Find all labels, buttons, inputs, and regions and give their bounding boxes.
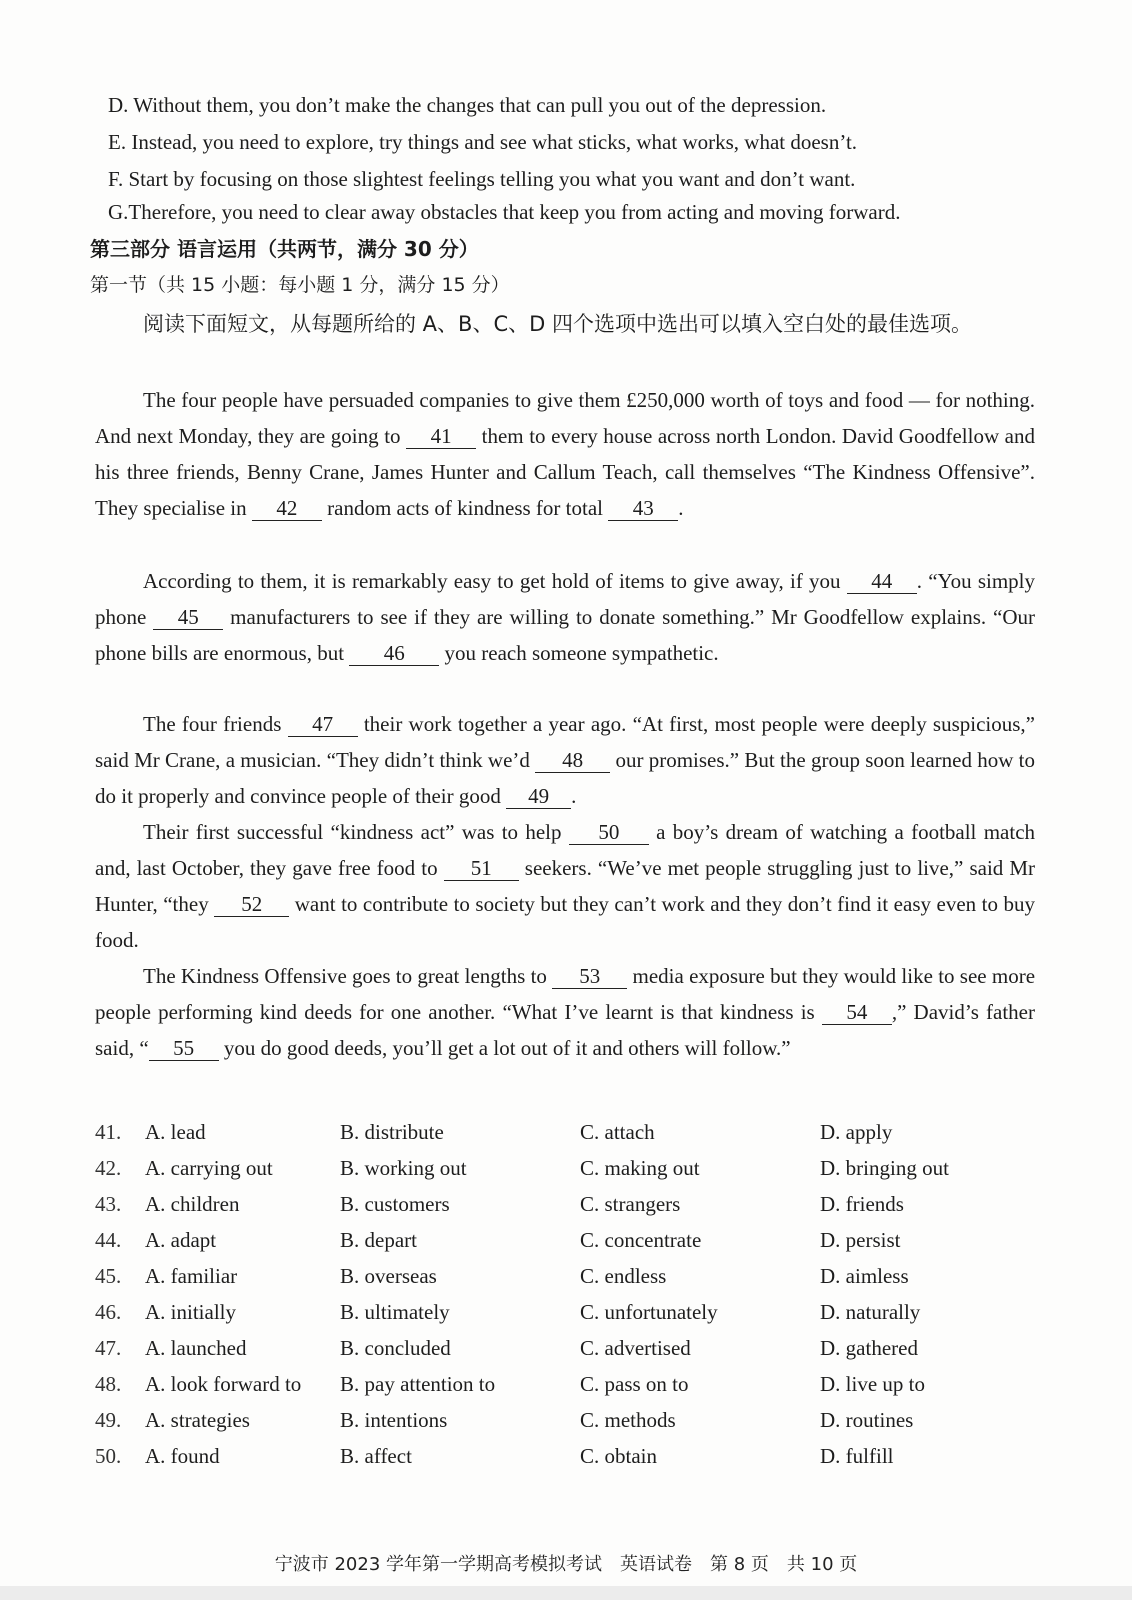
option-d[interactable]: D. apply	[820, 1120, 893, 1144]
passage-paragraph-2	[95, 563, 1035, 671]
question-row	[95, 1336, 1055, 1372]
question-row	[95, 1444, 1055, 1480]
paragraph-text: you reach someone sympathetic.	[444, 641, 719, 665]
option-a[interactable]: A. found	[145, 1444, 220, 1468]
blank-43: 43	[608, 496, 678, 521]
paragraph-text: random acts of kindness for total	[327, 496, 603, 520]
option-b[interactable]: B. overseas	[340, 1264, 437, 1288]
paragraph-text: The Kindness Offensive goes to great lengths to	[143, 964, 547, 988]
paragraph-text: According to them, it is remarkably easy to get hold of items to give away, if you	[143, 569, 841, 593]
blank-54: 54	[822, 1000, 892, 1025]
option-b[interactable]: B. working out	[340, 1156, 467, 1180]
paragraph-text: them to every house across north London. David Goodfellow and his three friends, Benny Crane, James Hunter and Callum Teach, call themselves “The Kindness Offensive”. They specialise in	[95, 424, 1035, 520]
option-c[interactable]: C. strangers	[580, 1192, 681, 1216]
option-b[interactable]: B. distribute	[340, 1120, 444, 1144]
question-row	[95, 1192, 1055, 1228]
question-number: 44.	[95, 1228, 122, 1252]
question-row	[95, 1372, 1055, 1408]
option-c[interactable]: C. making out	[580, 1156, 700, 1180]
option-d[interactable]: D. aimless	[820, 1264, 909, 1288]
option-a[interactable]: A. launched	[145, 1336, 247, 1360]
option-f-text: F. Start by focusing on those slightest feelings telling you what you want and don’t want.	[108, 167, 856, 191]
question-row	[95, 1228, 1055, 1264]
passage-paragraph-4	[95, 814, 1035, 958]
paragraph-text: .	[678, 496, 684, 520]
option-d[interactable]: D. bringing out	[820, 1156, 949, 1180]
option-c[interactable]: C. advertised	[580, 1336, 691, 1360]
blank-55: 55	[149, 1036, 219, 1061]
paragraph-text: Their first successful “kindness act” was to help	[143, 820, 562, 844]
paragraph-text: want to contribute to society but they can’t work and they don’t find it easy even to buy food.	[95, 892, 1036, 952]
option-a[interactable]: A. children	[145, 1192, 240, 1216]
paragraph-text: The four people have persuaded companies to give them £250,000 worth of toys and food — for nothing. And next Monday, they are going to	[95, 388, 1035, 448]
option-b[interactable]: B. intentions	[340, 1408, 448, 1432]
blank-41: 41	[406, 424, 476, 449]
question-number: 49.	[95, 1408, 122, 1432]
option-d[interactable]: D. live up to	[820, 1372, 925, 1396]
page-footer: 宁波市 2023 学年第一学期高考模拟考试 英语试卷 第 8 页 共 10 页	[274, 1554, 858, 1575]
option-g-text: G.Therefore, you need to clear away obstacles that keep you from acting and moving forward.	[108, 200, 901, 224]
paragraph-text: a boy’s dream of watching a football match and, last October, they gave free food to	[95, 820, 1036, 880]
option-d-text: D. Without them, you don’t make the changes that can pull you out of the depression.	[108, 93, 827, 117]
paragraph-text: our promises.” But the group soon learned how to do it properly and convince people of their good	[95, 748, 1036, 808]
question-number: 42.	[95, 1156, 122, 1180]
option-d[interactable]: D. persist	[820, 1228, 901, 1252]
option-b[interactable]: B. affect	[340, 1444, 412, 1468]
option-d[interactable]: D. friends	[820, 1192, 904, 1216]
option-a[interactable]: A. adapt	[145, 1228, 217, 1252]
paragraph-text: .	[571, 784, 577, 808]
option-b[interactable]: B. customers	[340, 1192, 450, 1216]
question-row	[95, 1156, 1055, 1192]
paragraph-text: you do good deeds, you’ll get a lot out of it and others will follow.”	[223, 1036, 791, 1060]
option-b[interactable]: B. depart	[340, 1228, 417, 1252]
question-row	[95, 1300, 1055, 1336]
paragraph-text: . “You simply phone	[95, 569, 1036, 629]
blank-45: 45	[153, 605, 223, 630]
option-a[interactable]: A. carrying out	[145, 1156, 273, 1180]
blank-44: 44	[847, 569, 917, 594]
option-c[interactable]: C. methods	[580, 1408, 676, 1432]
scan-edge-strip	[0, 1586, 1132, 1600]
paragraph-text: seekers. “We’ve met people struggling just to live,” said Mr Hunter, “they	[95, 856, 1036, 916]
option-d[interactable]: D. naturally	[820, 1300, 921, 1324]
question-number: 41.	[95, 1120, 122, 1144]
question-row	[95, 1120, 1055, 1156]
option-d[interactable]: D. fulfill	[820, 1444, 894, 1468]
blank-50: 50	[569, 820, 649, 845]
blank-53: 53	[552, 964, 627, 989]
question-number: 45.	[95, 1264, 122, 1288]
option-a[interactable]: A. lead	[145, 1120, 206, 1144]
option-c[interactable]: C. attach	[580, 1120, 655, 1144]
option-b[interactable]: B. pay attention to	[340, 1372, 496, 1396]
option-a[interactable]: A. familiar	[145, 1264, 238, 1288]
option-c[interactable]: C. unfortunately	[580, 1300, 718, 1324]
option-a[interactable]: A. look forward to	[145, 1372, 302, 1396]
question-number: 47.	[95, 1336, 122, 1360]
passage-paragraph-3	[95, 706, 1035, 814]
blank-51: 51	[444, 856, 519, 881]
instruction-text: 阅读下面短文，从每题所给的 A、B、C、D 四个选项中选出可以填入空白处的最佳选项。	[143, 312, 972, 336]
paragraph-text: their work together a year ago. “At first, most people were deeply suspicious,” said Mr Crane, a musician. “They didn’t think we’d	[95, 712, 1035, 772]
option-d[interactable]: D. routines	[820, 1408, 914, 1432]
blank-52: 52	[214, 892, 289, 917]
option-b[interactable]: B. concluded	[340, 1336, 451, 1360]
option-c[interactable]: C. obtain	[580, 1444, 657, 1468]
question-number: 48.	[95, 1372, 122, 1396]
blank-42: 42	[252, 496, 322, 521]
question-number: 50.	[95, 1444, 122, 1468]
question-row	[95, 1408, 1055, 1444]
question-number: 43.	[95, 1192, 122, 1216]
part-heading: 第三部分 语言运用（共两节，满分 30 分）	[90, 237, 479, 261]
option-a[interactable]: A. strategies	[145, 1408, 250, 1432]
answer-options-table	[95, 1120, 1055, 1480]
section-heading: 第一节（共 15 小题：每小题 1 分，满分 15 分）	[90, 274, 510, 296]
passage-paragraph-1	[95, 382, 1035, 526]
passage-paragraph-5	[95, 958, 1035, 1066]
blank-49: 49	[506, 784, 571, 809]
paragraph-text: The four friends	[143, 712, 282, 736]
question-row	[95, 1264, 1055, 1300]
option-b[interactable]: B. ultimately	[340, 1300, 450, 1324]
option-c[interactable]: C. concentrate	[580, 1228, 702, 1252]
blank-48: 48	[535, 748, 610, 773]
paragraph-text: manufacturers to see if they are willing to donate something.” Mr Goodfellow explains. “Our phone bills are enormous, but	[95, 605, 1036, 665]
blank-46: 46	[349, 641, 439, 666]
question-number: 46.	[95, 1300, 122, 1324]
paragraph-text: media exposure but they would like to see more people performing kind deeds for one another. “What I’ve learnt is that kindness is	[95, 964, 1036, 1024]
paragraph-text: ,” David’s father said, “	[95, 1000, 1035, 1060]
option-c[interactable]: C. pass on to	[580, 1372, 689, 1396]
option-a[interactable]: A. initially	[145, 1300, 236, 1324]
blank-47: 47	[288, 712, 358, 737]
option-c[interactable]: C. endless	[580, 1264, 667, 1288]
option-d[interactable]: D. gathered	[820, 1336, 918, 1360]
option-e-text: E. Instead, you need to explore, try things and see what sticks, what works, what doesn’t.	[108, 130, 858, 154]
